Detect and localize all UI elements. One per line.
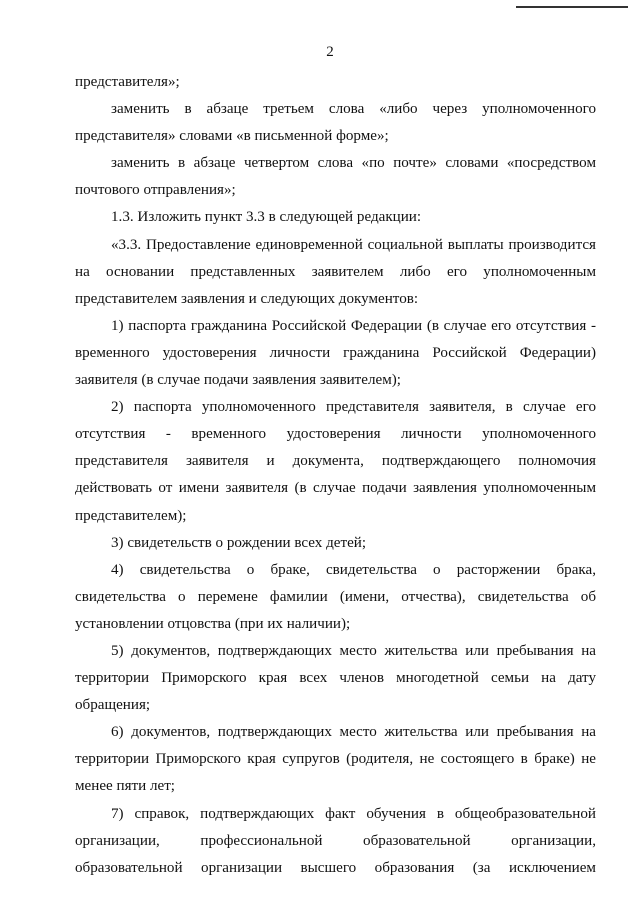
scan-artifact-line [516, 6, 628, 8]
list-item-2: 2) паспорта уполномоченного представителя заявителя, в случае его отсутствия - временного удостоверения личности уполномоченного представителя заявителя и документа, подтверждающего полномочия действовать от имени заявителя (в случае подачи заявления уполномоченным представителем); [75, 399, 596, 524]
paragraph-clause-3-3: «3.3. Предоставление единовременной социальной выплаты производится на основании представленных заявителем либо его уполномоченным представителем заявления и следующих документов: [75, 236, 596, 307]
list-item-4: 4) свидетельства о браке, свидетельства о расторжении брака, свидетельства о перемене фамилии (имени, отчества), свидетельства об установлении отцовства (при их наличии); [75, 561, 596, 632]
paragraph-item-1-3: 1.3. Изложить пункт 3.3 в следующей редакции: [111, 209, 422, 226]
list-item-6: 6) документов, подтверждающих место жительства или пребывания на территории Приморского края супругов (родителя, не состоящего в браке) не менее пяти лет; [75, 724, 596, 795]
list-item-5: 5) документов, подтверждающих место жительства или пребывания на территории Приморского края всех членов многодетной семьи на дату обращения; [75, 642, 596, 714]
document-body [75, 69, 596, 882]
list-item-7: 7) справок, подтверждающих факт обучения в общеобразовательной организации, профессиональной образовательной организации, образовательной организации высшего образования (за исключением [75, 805, 596, 876]
list-item-3: 3) свидетельств о рождении всех детей; [111, 534, 367, 551]
paragraph-amendment-fourth: заменить в абзаце четвертом слова «по почте» словами «посредством почтового отправления»; [75, 155, 596, 199]
page-number: 2 [326, 44, 334, 60]
paragraph-continuation: представителя»; [75, 74, 180, 90]
paragraph-amendment-third: заменить в абзаце третьем слова «либо через уполномоченного представителя» словами «в письменной форме»; [75, 101, 596, 145]
list-item-1: 1) паспорта гражданина Российской Федерации (в случае его отсутствия - временного удостоверения личности гражданина Российской Федерации) заявителя (в случае подачи заявления заявителем); [75, 317, 596, 389]
